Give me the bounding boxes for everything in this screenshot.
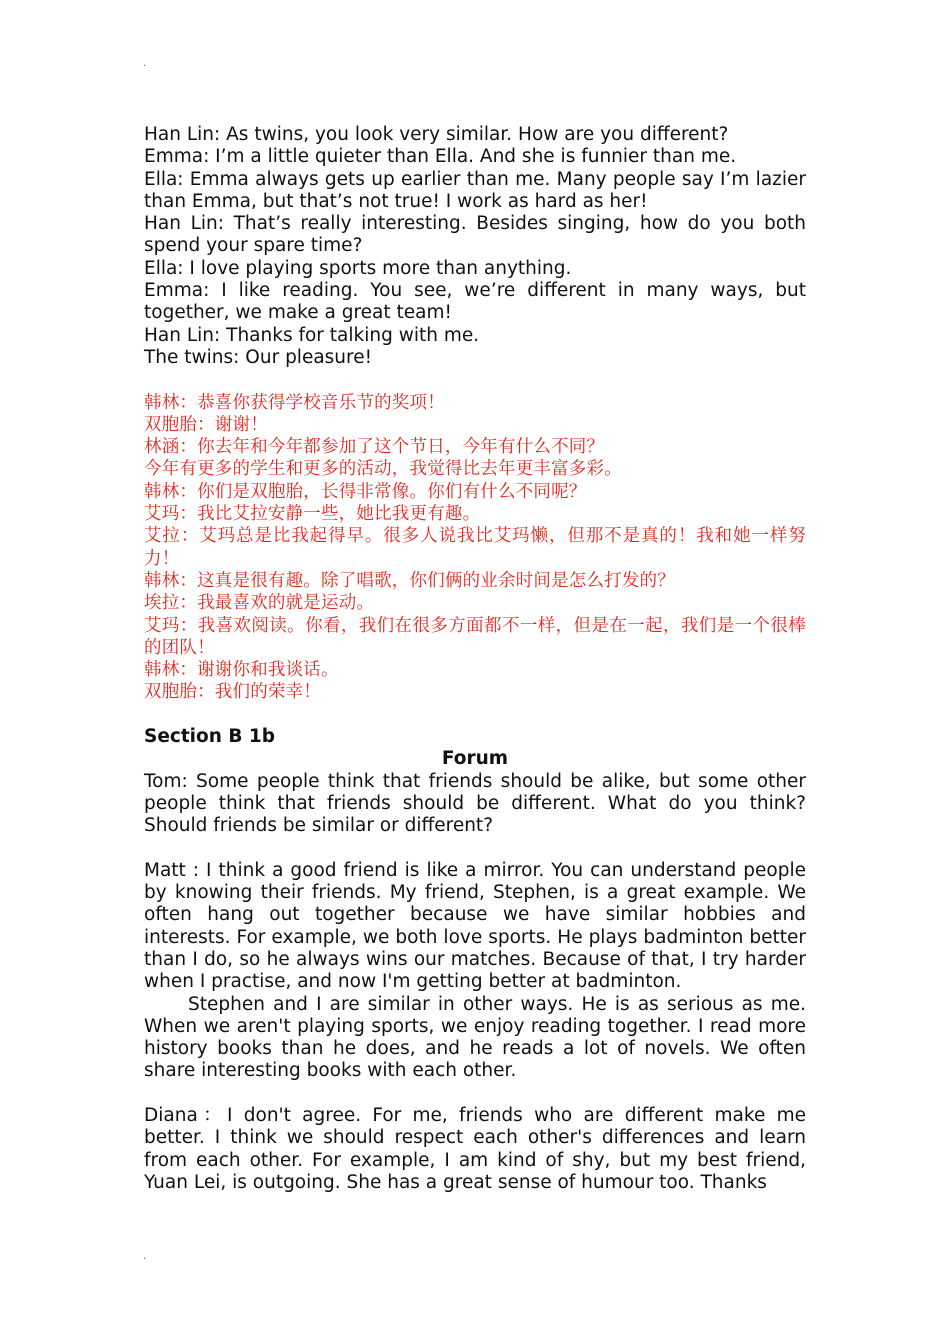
dialogue-line: Emma: I like reading. You see, we’re different in many ways, but together, we make a great team! — [144, 280, 806, 324]
chinese-translation — [144, 392, 806, 704]
forum-post-tom: Tom: Some people think that friends should be alike, but some other people think that friends should be different. What do you think? Should friends be similar or different? — [144, 770, 806, 837]
dialogue-line: Emma: I’m a little quieter than Ella. And she is funnier than me. — [144, 146, 737, 168]
forum-title: Forum — [441, 748, 509, 770]
translation-line: 韩林：恭喜你获得学校音乐节的奖项！ — [144, 392, 445, 413]
spacer — [144, 369, 806, 391]
translation-line: 韩林：你们是双胞胎，长得非常像。你们有什么不同呢？ — [144, 481, 587, 502]
spacer — [144, 704, 806, 726]
document-page — [144, 124, 806, 1194]
dialogue-line: The twins: Our pleasure! — [144, 346, 373, 368]
dialogue-line: Han Lin: As twins, you look very similar. How are you different? — [144, 124, 729, 145]
dialogue-line: Han Lin: Thanks for talking with me. — [144, 324, 480, 346]
translation-line: 双胞胎：谢谢！ — [144, 414, 268, 435]
dialogue-line: Ella: Emma always gets up earlier than me. Many people say I’m lazier than Emma, but that’s not true! I work as hard as her! — [144, 168, 806, 212]
section-heading: Section B 1b — [144, 726, 275, 748]
translation-line: 韩林：这真是很有趣。除了唱歌，你们俩的业余时间是怎么打发的？ — [144, 570, 675, 591]
page-mark-top: · — [143, 61, 147, 72]
dialogue-line: Ella: I love playing sports more than anything. — [144, 257, 572, 279]
translation-line: 林涵：你去年和今年都参加了这个节日，今年有什么不同？ — [144, 437, 605, 458]
spacer — [144, 1083, 806, 1105]
translation-line: 韩林：谢谢你和我谈话。 — [144, 660, 339, 681]
translation-line: 艾玛：我比艾拉安静一些，她比我更有趣。 — [144, 504, 481, 525]
page-mark-bottom: · — [143, 1254, 147, 1265]
forum-post-matt-continued: Stephen and I are similar in other ways. He is as serious as me. When we aren't playing sports, we enjoy reading together. I read more history books than he does, and he reads a lot of novels. We often share interesting books with each other. — [144, 993, 806, 1082]
spacer — [144, 838, 806, 860]
dialogue-line: Han Lin: That’s really interesting. Besides singing, how do you both spend your spare time? — [144, 213, 806, 257]
english-dialogue — [144, 124, 806, 369]
translation-line: 双胞胎：我们的荣幸！ — [144, 682, 321, 703]
translation-line: 艾玛：我喜欢阅读。你看，我们在很多方面都不一样，但是在一起，我们是一个很棒的团队！ — [144, 615, 806, 658]
forum-section — [144, 726, 806, 1194]
translation-line: 今年有更多的学生和更多的活动，我觉得比去年更丰富多彩。 — [144, 459, 622, 480]
forum-post-diana: Diana：I don't agree. For me, friends who are different make me better. I think we should respect each other's differences and learn from each other. For example, I am kind of shy, but my best friend, Yuan Lei, is outgoing. She has a great sense of humour too. Thanks — [144, 1105, 806, 1193]
forum-post-matt: Matt : I think a good friend is like a mirror. You can understand people by knowing their friends. My friend, Stephen, is a great example. We often hang out together because we have similar hobbies and interests. For example, we both love sports. He plays badminton better than I do, so he always wins our matches. Because of that, I try harder when I practise, and now I'm getting better at badminton. — [144, 859, 806, 993]
translation-line: 埃拉：我最喜欢的就是运动。 — [144, 593, 375, 614]
translation-line: 艾拉：艾玛总是比我起得早。很多人说我比艾玛懒，但那不是真的！我和她一样努力！ — [144, 526, 806, 569]
